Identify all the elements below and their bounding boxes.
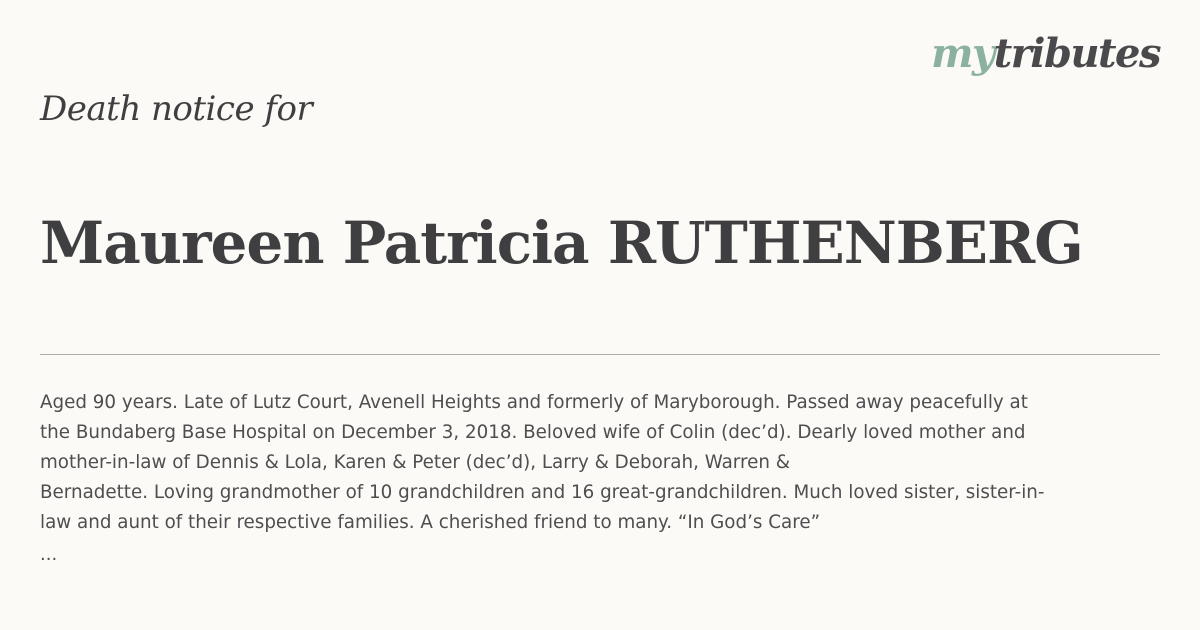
notice-body-line: mother-in-law of Dennis & Lola, Karen & Peter (dec’d), Larry & Deborah, Warren & <box>40 452 791 473</box>
notice-body-line: law and aunt of their respective families. A cherished friend to many. “In God’s Care” <box>40 512 821 533</box>
notice-body <box>40 388 1150 538</box>
notice-body-line: the Bundaberg Base Hospital on December 3, 2018. Beloved wife of Colin (dec’d). Dearly loved mother and <box>40 422 1026 443</box>
read-more-ellipsis: ... <box>40 544 58 565</box>
notice-body-line: Bernadette. Loving grandmother of 10 grandchildren and 16 great-grandchildren. Much loved sister, sister-in- <box>40 482 1045 503</box>
deceased-name: Maureen Patricia RUTHENBERG <box>40 209 1083 277</box>
divider <box>40 354 1160 355</box>
logo-my-text: my <box>931 30 994 77</box>
mytributes-logo[interactable] <box>931 30 1160 77</box>
logo-tributes-text: tributes <box>993 30 1160 77</box>
notice-body-line: Aged 90 years. Late of Lutz Court, Avenell Heights and formerly of Maryborough. Passed away peacefully at <box>40 392 1028 413</box>
notice-subtitle: Death notice for <box>40 89 313 129</box>
